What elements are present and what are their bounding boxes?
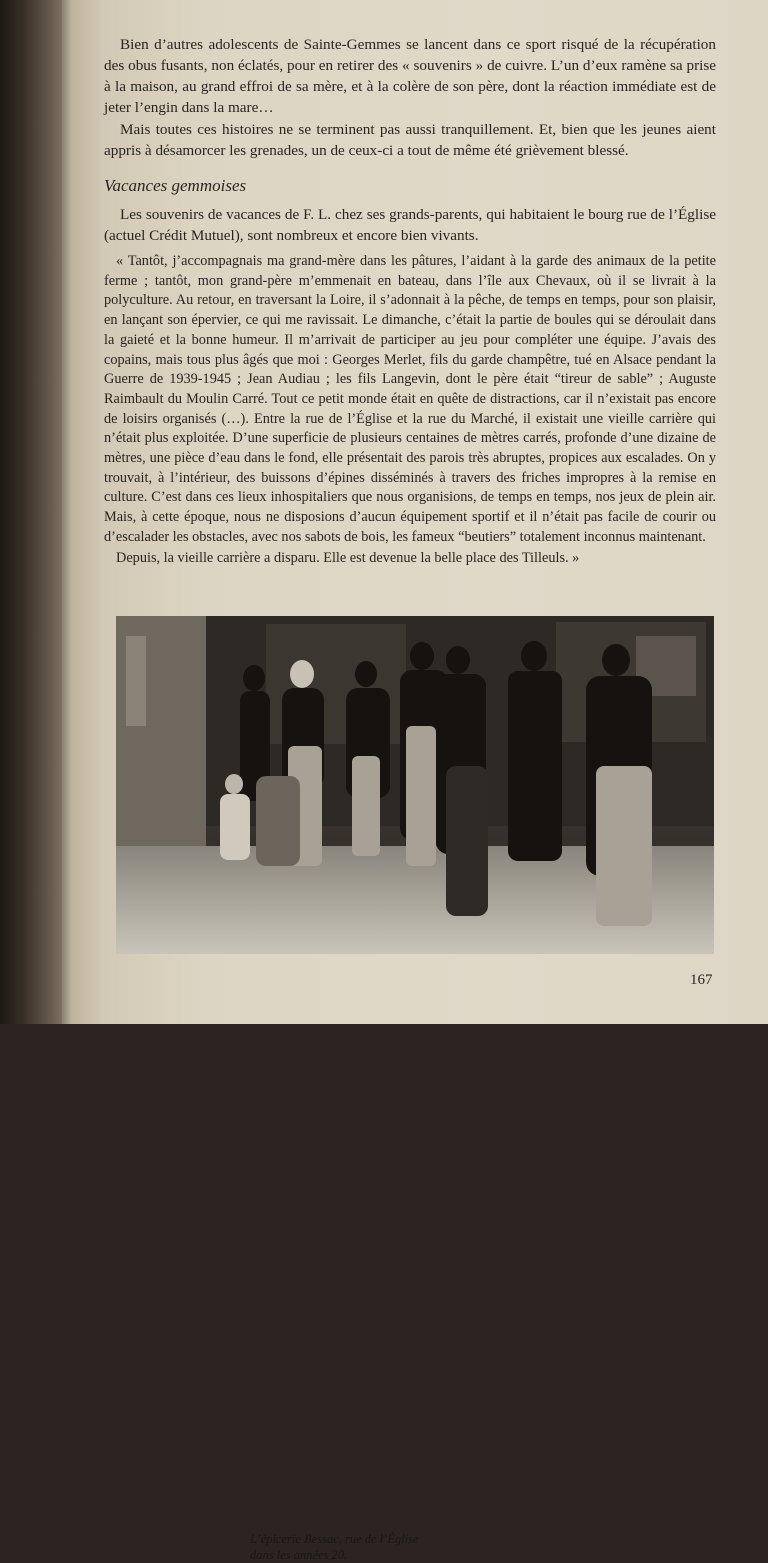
quote-paragraph-end: Depuis, la vieille carrière a disparu. Elle est devenue la belle place des Tilleuls. » — [116, 549, 580, 566]
paragraph-intro: Les souvenirs de vacances de F. L. chez ses grands-parents, qui habitaient le bourg rue de l’Église (actuel Crédit Mutuel), sont nombreux et encore bien vivants. — [104, 206, 716, 244]
photo-caption — [250, 1531, 490, 1563]
page-gutter-shadow — [62, 0, 72, 1024]
paragraph-obus: Bien d’autres adolescents de Sainte-Gemmes se lancent dans ce sport risqué de la récupération des obus fusants, non éclatés, pour en retirer des « souvenirs » de cuivre. L’un d’eux ramène sa prise à la maison, au grand effroi de sa mère, et à la colère de son père, dont la réaction immédiate est de jeter l’engin dans la mare… — [104, 36, 716, 116]
caption-line-1: L’épicerie Bessac, rue de l’Église — [250, 1532, 419, 1546]
quote-paragraph: « Tantôt, j’accompagnais ma grand-mère dans les pâtures, l’aidant à la garde des animaux de la petite ferme ; tantôt, mon grand-père m’emmenait en bateau, dans l’île aux Chevaux, où il se livrait à la polyculture. Au retour, en traversant la Loire, il s’adonnait à la pêche, de temps en temps, pour son plaisir, en lançant son épervier, ce qui me ravissait. Le dimanche, c’était la partie de boules qui se déroulait dans la gaieté et la bonne humeur. Il m’arrivait de participer au jeu pour compléter une équipe. J’avais des copains, mais tous plus âgés que moi : Georges Merlet, fils du garde champêtre, tué en Alsace pendant la Guerre de 1939-1945 ; Jean Audiau ; les fils Langevin, dont le père était “tireur de sable” ; Auguste Raimbault du Moulin Carré. Tout ce petit monde était en quête de distractions, car il n’existait pas encore de loisirs organisés (…). Entre la rue de l’Église et la rue du Marché, il existait une vieille carrière qui n’était plus exploitée. D’une superficie de plusieurs centaines de mètres carrés, profonde d’une dizaine de mètres, une pièce d’eau dans le fond, elle présentait des parois très abruptes, propices aux escalades. On y trouvait, à l’intérieur, des buissons d’épines disséminés à travers des friches impropres à la remise en culture. C’est dans ces lieux inhospitaliers que nous organisions, de temps en temps, nos jeux de plein air. Mais, à cette époque, nous ne disposions d’aucun équipement sportif et il n’était pas facile de courir ou d’escalader les obstacles, avec nos sabots de bois, les fameux “beutiers” totalement inconnus maintenant. — [104, 253, 716, 545]
book-spine — [0, 0, 70, 1024]
paragraph-grenades: Mais toutes ces histoires ne se terminent pas aussi tranquillement. Et, bien que les jeunes aient appris à désamorcer les grenades, un de ceux-ci a tout de même été grièvement blessé. — [104, 121, 716, 159]
section-title: Vacances gemmoises — [104, 176, 247, 195]
quote-block — [104, 252, 716, 568]
photo-illustration — [116, 616, 714, 954]
caption-line-2: dans les années 20. — [250, 1548, 348, 1562]
page-text — [104, 34, 716, 568]
page-number: 167 — [690, 972, 713, 988]
